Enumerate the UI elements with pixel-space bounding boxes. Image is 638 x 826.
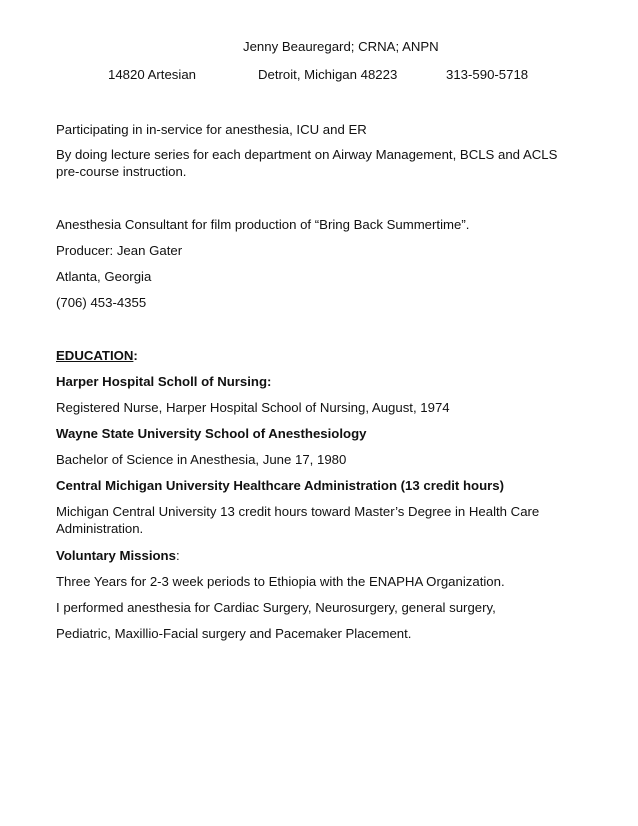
education-heading (56, 347, 138, 364)
missions-line-1: Three Years for 2-3 week periods to Ethiopia with the ENAPHA Organization. (56, 574, 505, 589)
header-name: Jenny Beauregard; CRNA; ANPN (243, 39, 439, 54)
education-school-2: Wayne State University School of Anesthesiology (56, 426, 367, 441)
header-phone: 313-590-5718 (446, 67, 529, 82)
education-school-1: Harper Hospital Scholl of Nursing: (56, 374, 272, 389)
header-city: Detroit, Michigan 48223 (258, 67, 398, 82)
missions-heading-text: Voluntary Missions (56, 548, 176, 563)
missions-heading-colon: : (175, 548, 180, 563)
inservice-line-2: By doing lecture series for each department on Airway Management, BCLS and ACLS pre-course instruction. (56, 147, 558, 179)
missions-line-2: I performed anesthesia for Cardiac Surgery, Neurosurgery, general surgery, (56, 600, 496, 615)
education-school-3: Central Michigan University Healthcare Administration (13 credit hours) (56, 478, 504, 493)
consultant-phone: (706) 453-4355 (56, 295, 147, 310)
education-detail-2: Bachelor of Science in Anesthesia, June 17, 1980 (56, 452, 347, 467)
missions-heading (56, 547, 180, 564)
consultant-location: Atlanta, Georgia (56, 269, 152, 284)
inservice-line-1: Participating in in-service for anesthesia, ICU and ER (56, 122, 367, 137)
education-heading-text: EDUCATION (56, 348, 134, 363)
consultant-producer: Producer: Jean Gater (56, 243, 183, 258)
education-detail-1: Registered Nurse, Harper Hospital School of Nursing, August, 1974 (56, 400, 450, 415)
education-heading-colon: : (133, 348, 138, 363)
header-address: 14820 Artesian (108, 67, 196, 82)
education-detail-3: Michigan Central University 13 credit hours toward Master’s Degree in Health Care Administration. (56, 504, 540, 536)
missions-line-3: Pediatric, Maxillio-Facial surgery and Pacemaker Placement. (56, 626, 412, 641)
consultant-role: Anesthesia Consultant for film production of “Bring Back Summertime”. (56, 217, 470, 232)
